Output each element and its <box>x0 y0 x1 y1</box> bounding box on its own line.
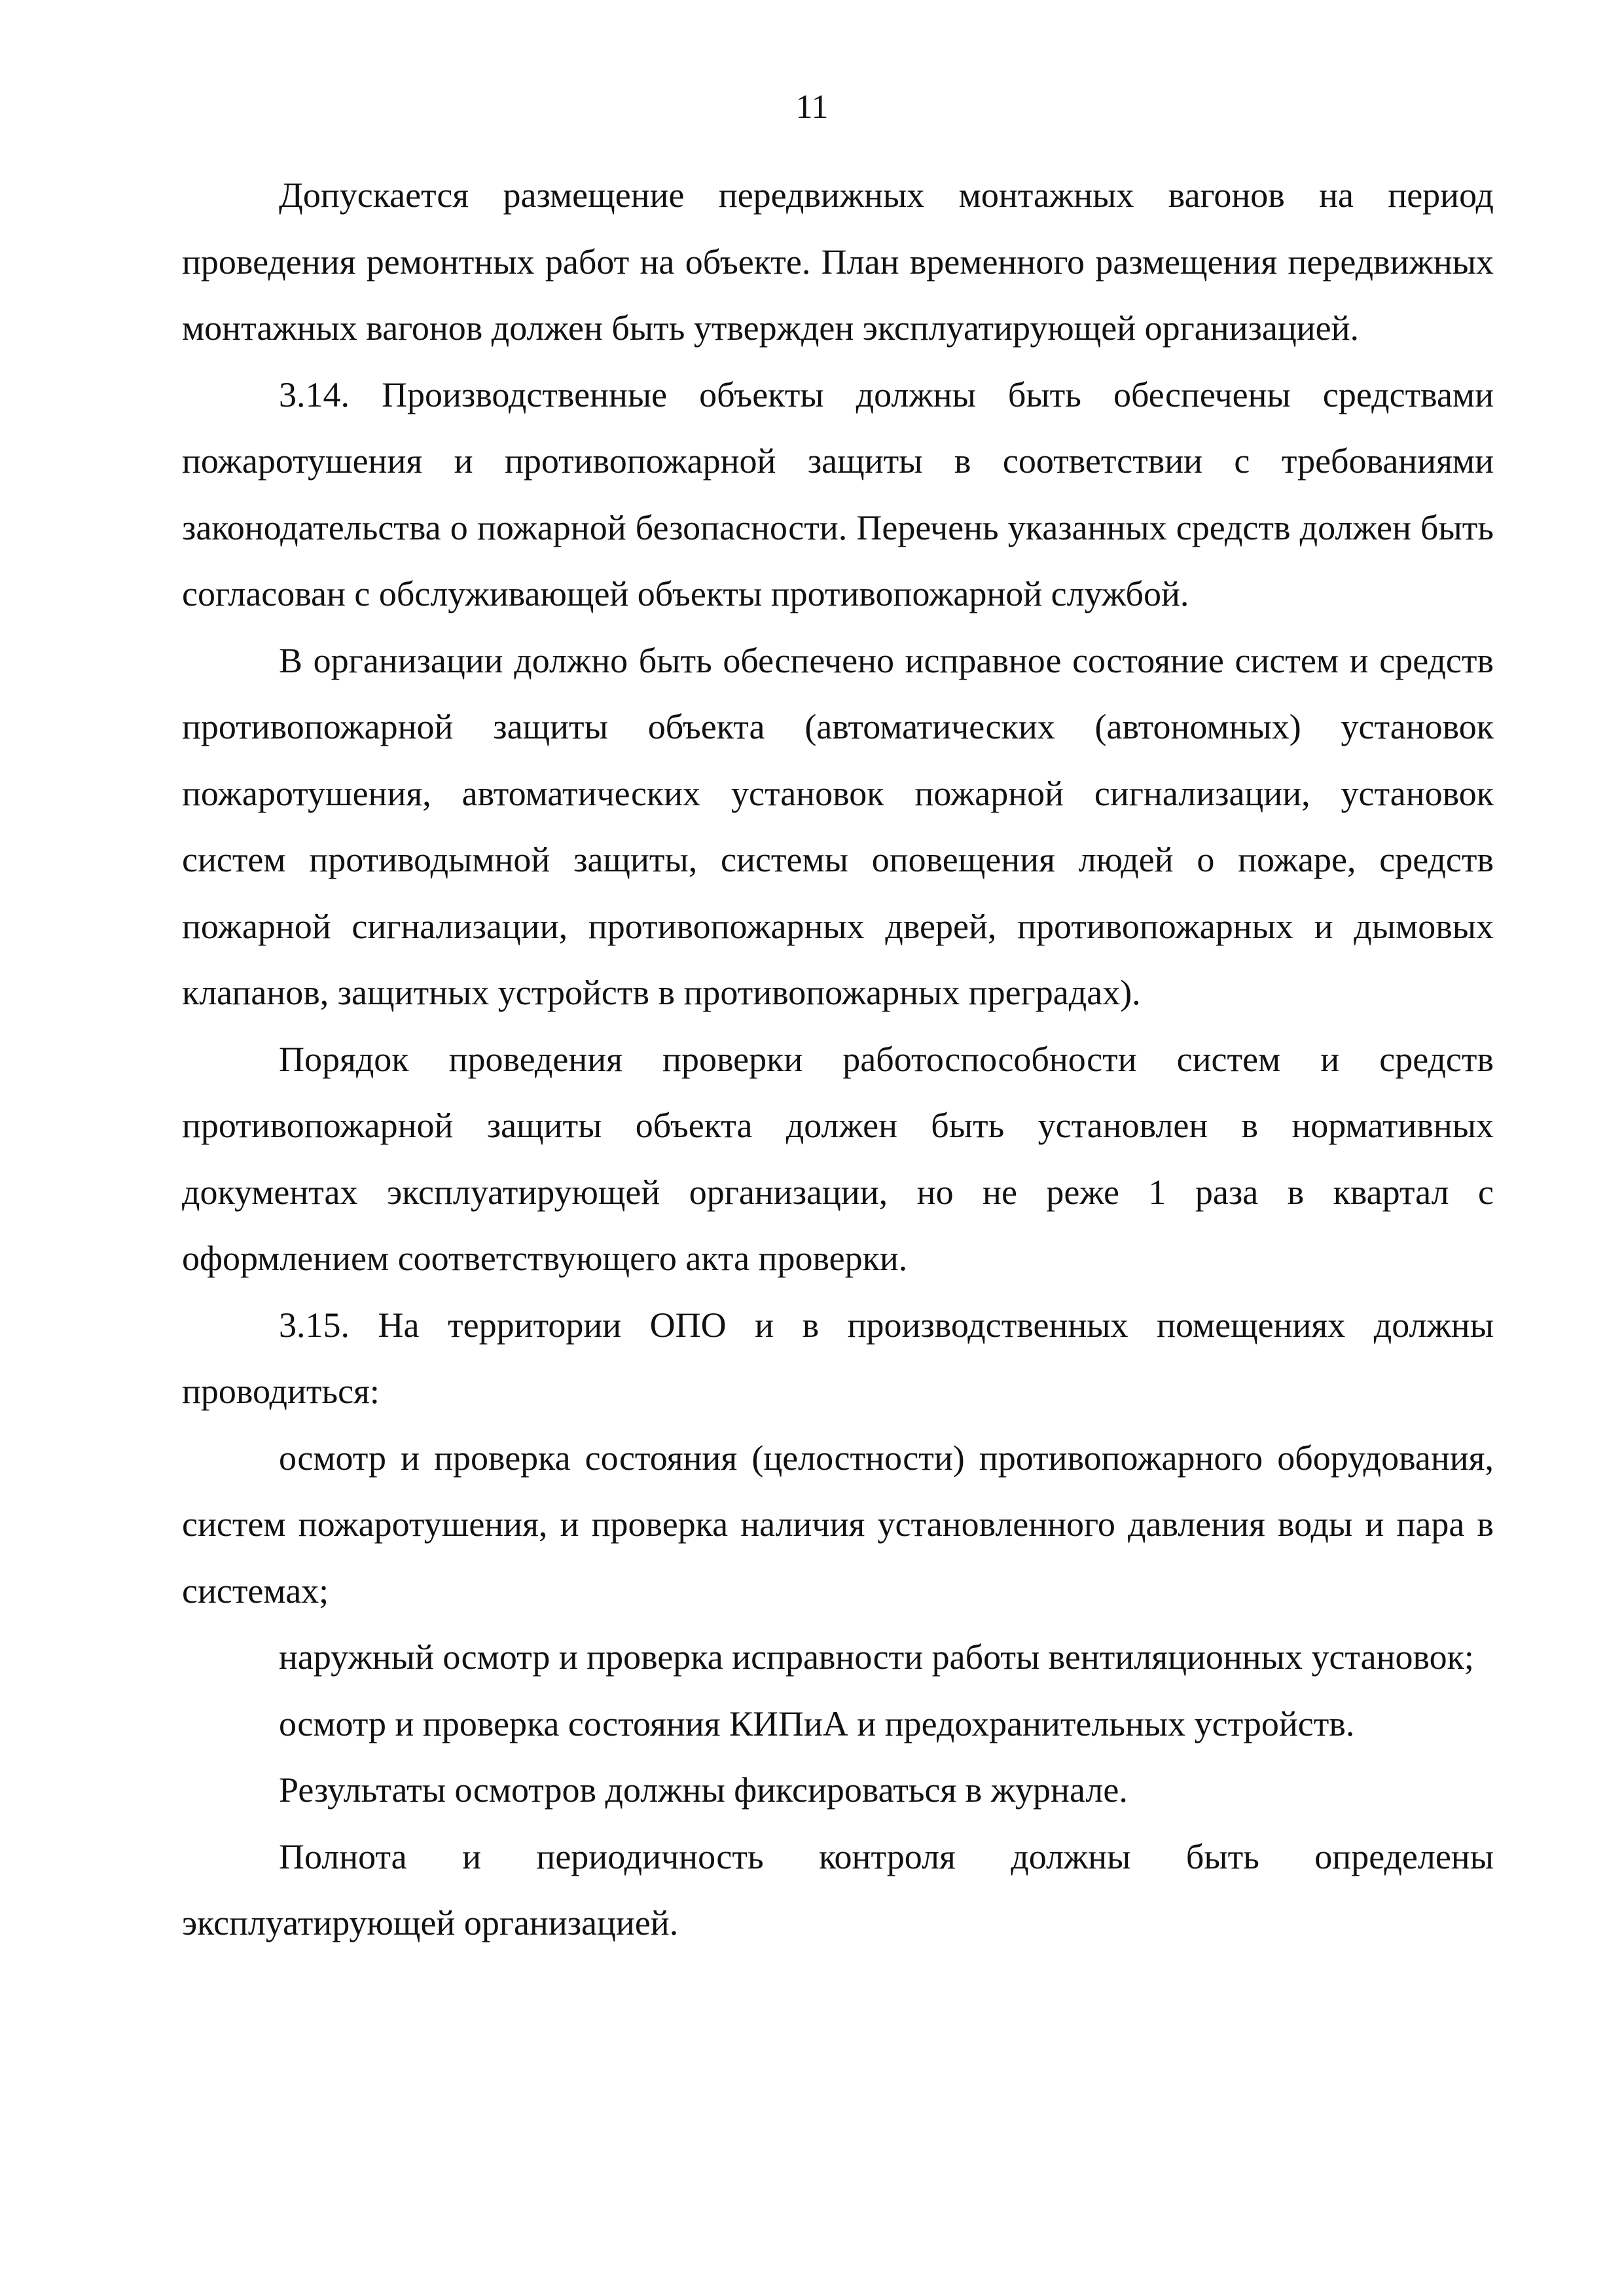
page-number: 11 <box>795 88 829 126</box>
list-item-equipment-inspection: осмотр и проверка состояния (целостности) противопожарного оборудования, систем пожаротушения, и проверка наличия установленного давления воды и пара в системах; <box>182 1438 1494 1611</box>
paragraph-inspection-procedure: Порядок проведения проверки работоспособности систем и средств противопожарной защиты объекта должен быть установлен в нормативных документах эксплуатирующей организации, но не реже 1 раза в квартал с оформлением соответствующего акта проверки. <box>182 1039 1494 1278</box>
paragraph-3-14-fire-equipment: 3.14. Производственные объекты должны быть обеспечены средствами пожаротушения и противопожарной защиты в соответствии с требованиями законодательства о пожарной безопасности. Перечень указанных средств должен быть согласован с обслуживающей объекты противопожарной службой. <box>182 374 1494 613</box>
paragraph-results-logging: Результаты осмотров должны фиксироваться в журнале. <box>279 1770 1128 1810</box>
paragraph-fire-protection-systems: В организации должно быть обеспечено исправное состояние систем и средств противопожарной защиты объекта (автоматических (автономных) установок пожаротушения, автоматических установок пожарной сигнализации, установок систем противодымной защиты, системы оповещения людей о пожаре, средств пожарной сигнализации, противопожарных дверей, противопожарных и дымовых клапанов, защитных устройств в противопожарных преградах). <box>182 640 1494 1012</box>
list-item-instrumentation-inspection: осмотр и проверка состояния КИПиА и предохранительных устройств. <box>279 1704 1355 1743</box>
list-item-ventilation-inspection: наружный осмотр и проверка исправности работы вентиляционных установок; <box>279 1637 1474 1677</box>
paragraph-control-scope: Полнота и периодичность контроля должны быть определены эксплуатирующей организацией. <box>182 1836 1494 1942</box>
paragraph-mobile-wagons: Допускается размещение передвижных монтажных вагонов на период проведения ремонтных работ на объекте. План временного размещения передвижных монтажных вагонов должен быть утвержден эксплуатирующей организацией. <box>182 175 1494 348</box>
document-body <box>182 162 1494 1957</box>
paragraph-3-15-territory-checks: 3.15. На территории ОПО и в производственных помещениях должны проводиться: <box>182 1305 1494 1411</box>
